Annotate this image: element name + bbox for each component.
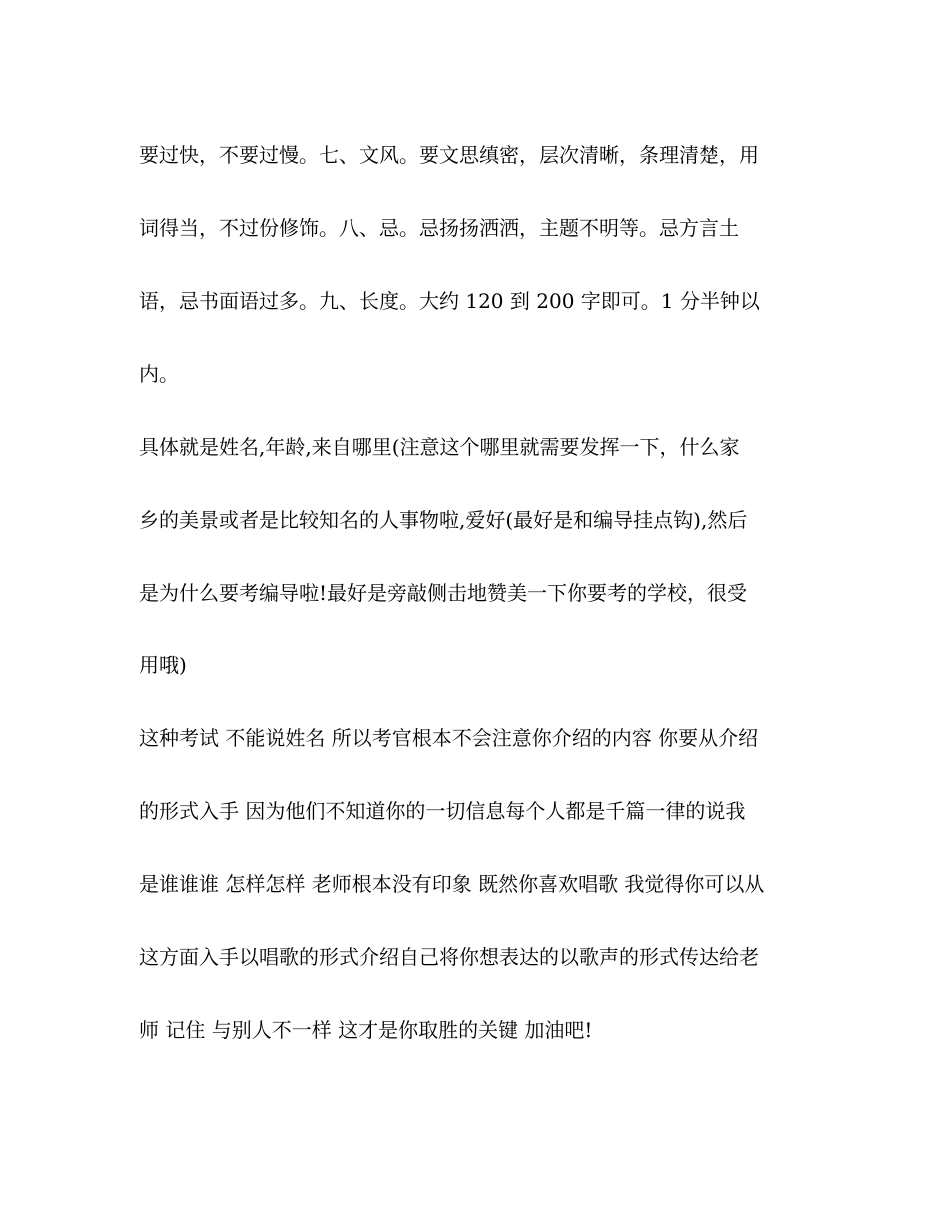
text-line: 是谁谁谁 怎样怎样 老师根本没有印象 既然你喜欢唱歌 我觉得你可以从 <box>139 872 765 896</box>
text-line: 这方面入手以唱歌的形式介绍自己将你想表达的以歌声的形式传达给老 <box>139 945 759 969</box>
text-line: 内。 <box>139 362 179 386</box>
text-line: 要过快，不要过慢。七、文风。要文思缜密，层次清晰，条理清楚，用 <box>139 143 759 167</box>
text-line: 师 记住 与别人不一样 这才是你取胜的关键 加油吧! <box>139 1018 593 1042</box>
text-line: 乡的美景或者是比较知名的人事物啦,爱好(最好是和编导挂点钩),然后 <box>139 508 748 532</box>
text-line: 语，忌书面语过多。九、长度。大约 120 到 200 字即可。1 分半钟以 <box>139 289 760 313</box>
text-line: 是为什么要考编导啦!最好是旁敲侧击地赞美一下你要考的学校，很受 <box>139 581 748 605</box>
text-line: 这种考试 不能说姓名 所以考官根本不会注意你介绍的内容 你要从介绍 <box>139 726 759 750</box>
text-line: 具体就是姓名,年龄,来自哪里(注意这个哪里就需要发挥一下，什么家 <box>139 435 740 459</box>
text-line: 词得当，不过份修饰。八、忌。忌扬扬洒洒，主题不明等。忌方言土 <box>139 216 739 240</box>
text-line: 用哦) <box>139 653 187 677</box>
text-line: 的形式入手 因为他们不知道你的一切信息每个人都是千篇一律的说我 <box>139 799 746 823</box>
